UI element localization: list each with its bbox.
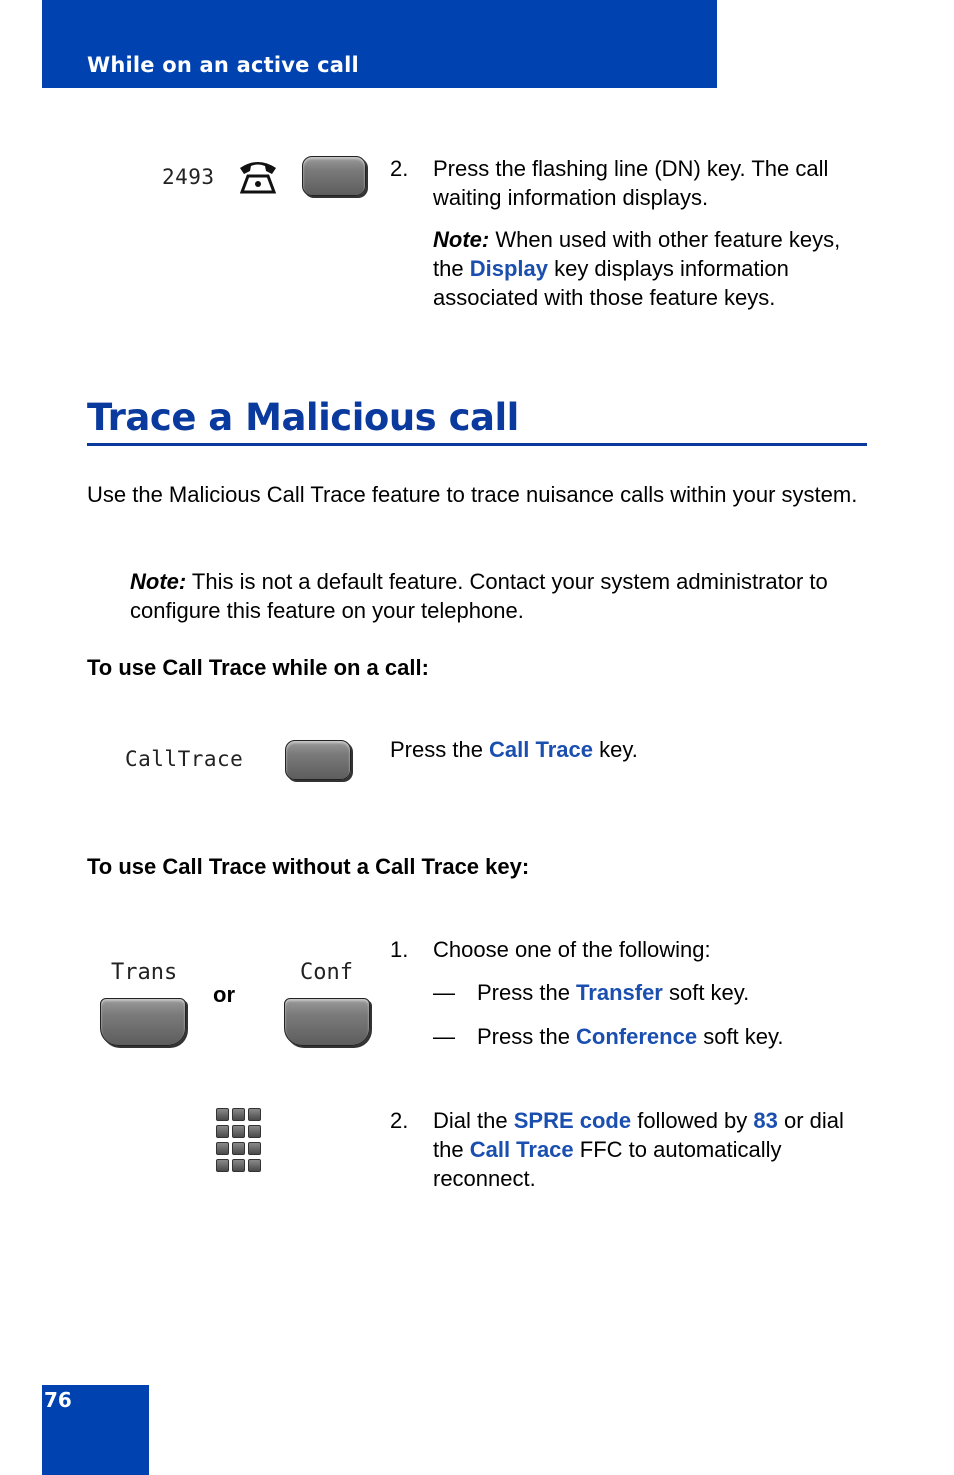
step-dial-text: [433, 1106, 873, 1193]
dialpad-icon: [216, 1108, 262, 1174]
or-label: or: [213, 982, 235, 1007]
line-dn-key[interactable]: [302, 156, 366, 196]
call-trace-key-name: Call Trace: [489, 737, 593, 762]
subheading-with-key: To use Call Trace while on a call:: [87, 655, 429, 680]
step-number: 2.: [390, 1108, 409, 1133]
conference-soft-key[interactable]: [284, 998, 370, 1046]
display-key-name: Display: [469, 256, 548, 281]
note-text: This is not a default feature. Contact your system administrator to configure this feature on your telephone.: [130, 569, 828, 623]
option-conference: [477, 1022, 784, 1051]
step-text: FFC to automatically reconnect.: [433, 1137, 782, 1191]
section-intro: Use the Malicious Call Trace feature to trace nuisance calls within your system.: [87, 482, 858, 507]
note-label: Note:: [130, 569, 187, 594]
step-text: Press the flashing line (DN) key. The call waiting information displays.: [433, 156, 829, 210]
option-text: Press the: [477, 980, 577, 1005]
transfer-soft-key[interactable]: [100, 998, 186, 1046]
step-text: or dial the: [433, 1108, 844, 1162]
lcd-calltrace-label: CallTrace: [125, 747, 244, 771]
phone-handset-icon: [236, 154, 280, 196]
lcd-conf-label: Conf: [300, 960, 353, 985]
spre-code-name: SPRE code: [513, 1108, 632, 1133]
step-number: 1.: [390, 937, 409, 962]
call-trace-instruction: [390, 735, 638, 764]
step-text: Dial the: [433, 1108, 514, 1133]
section-note: [130, 567, 870, 625]
page-number: 76: [44, 1388, 72, 1412]
header-title: While on an active call: [87, 53, 359, 77]
call-trace-key-name: Call Trace: [469, 1137, 574, 1162]
transfer-key-name: Transfer: [576, 980, 663, 1005]
lcd-trans-label: Trans: [111, 960, 178, 985]
note-text: When used with other feature keys, the: [433, 227, 841, 281]
instruction-text: Press the: [390, 737, 490, 762]
header-bar: [42, 0, 717, 88]
section-divider: [87, 443, 867, 446]
step-text: Choose one of the following:: [433, 937, 711, 962]
step-number: 2.: [390, 156, 409, 181]
option-dash: —: [433, 1024, 455, 1049]
lcd-dn-label: 2493: [162, 165, 215, 189]
section-title: Trace a Malicious call: [87, 396, 519, 439]
conference-key-name: Conference: [576, 1024, 698, 1049]
note-text: key displays information associated with those feature keys.: [433, 256, 789, 310]
instruction-text: key.: [593, 737, 638, 762]
call-trace-key[interactable]: [285, 740, 351, 780]
step-note: [433, 225, 853, 312]
code-83: 83: [753, 1108, 778, 1133]
step-text: followed by: [631, 1108, 754, 1133]
option-text: Press the: [477, 1024, 577, 1049]
option-dash: —: [433, 980, 455, 1005]
option-transfer: [477, 978, 749, 1007]
note-label: Note:: [433, 227, 490, 252]
subheading-without-key: To use Call Trace without a Call Trace key:: [87, 854, 530, 879]
option-text: soft key.: [662, 980, 750, 1005]
option-text: soft key.: [697, 1024, 784, 1049]
